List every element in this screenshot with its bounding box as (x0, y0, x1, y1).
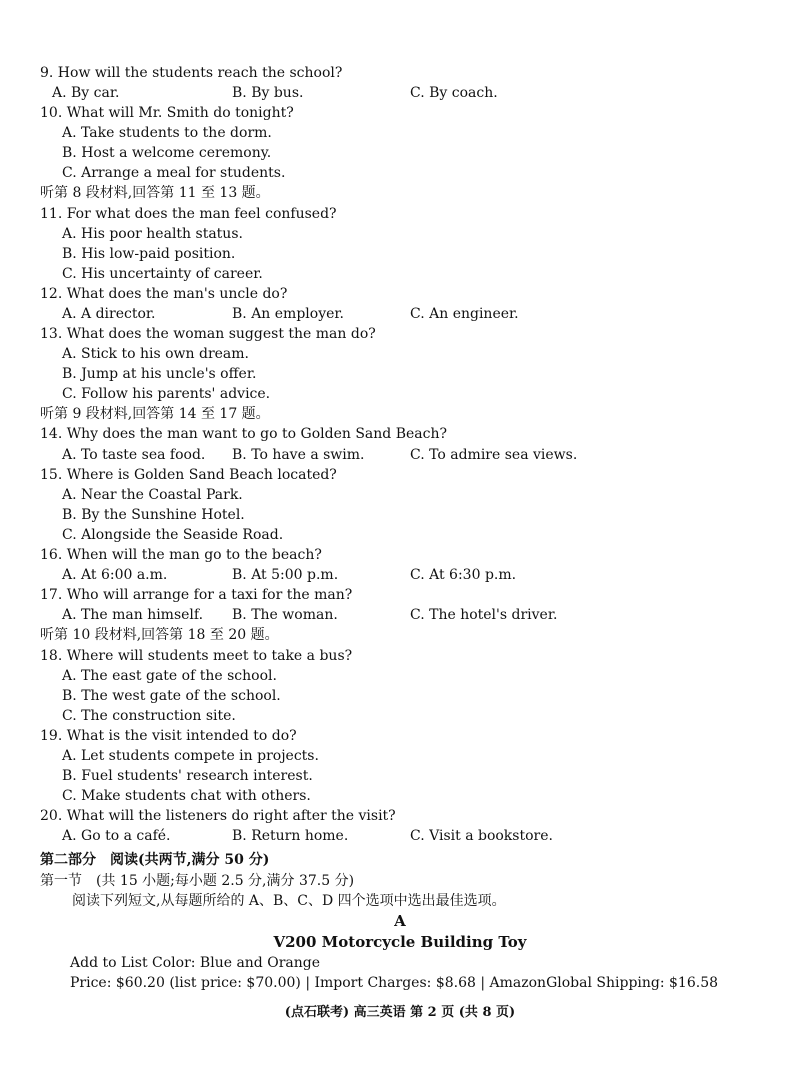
option-a: A. Stick to his own dream. (62, 346, 250, 362)
question-19: 19. What is the visit intended to do? (40, 728, 297, 744)
question-12-options (62, 304, 762, 324)
question-20-options (62, 826, 762, 846)
part-two-heading: 第二部分 阅读(共两节,满分 50 分) (40, 852, 270, 868)
option-b: B. Jump at his uncle's offer. (62, 366, 257, 382)
question-14: 14. Why does the man want to go to Golden Sand Beach? (40, 426, 447, 442)
option-c: C. Follow his parents' advice. (62, 386, 271, 402)
option-b: B. Fuel students' research interest. (62, 768, 313, 784)
option-c: C. The hotel's driver. (410, 607, 558, 623)
question-16: 16. When will the man go to the beach? (40, 547, 322, 563)
question-11: 11. For what does the man feel confused? (40, 206, 337, 222)
option-a: A. Take students to the dorm. (62, 125, 272, 141)
option-a: A. Near the Coastal Park. (62, 487, 243, 503)
option-b: B. At 5:00 p.m. (232, 567, 339, 583)
question-17: 17. Who will arrange for a taxi for the man? (40, 587, 353, 603)
option-b: B. The west gate of the school. (62, 688, 281, 704)
option-b: B. Return home. (232, 828, 349, 844)
option-b: B. By the Sunshine Hotel. (62, 507, 245, 523)
option-c: C. At 6:30 p.m. (410, 567, 517, 583)
question-9: 9. How will the students reach the school? (40, 65, 343, 81)
question-14-options (62, 445, 762, 465)
option-c: C. Make students chat with others. (62, 788, 311, 804)
option-b: B. Host a welcome ceremony. (62, 145, 272, 161)
option-c: C. An engineer. (410, 306, 519, 322)
option-a: A. The east gate of the school. (62, 668, 277, 684)
option-c: C. By coach. (410, 85, 498, 101)
question-10: 10. What will Mr. Smith do tonight? (40, 105, 294, 121)
option-b: B. By bus. (232, 85, 304, 101)
option-b: B. The woman. (232, 607, 338, 623)
option-a: A. At 6:00 a.m. (62, 567, 168, 583)
option-a: A. Let students compete in projects. (62, 748, 319, 764)
option-a: A. A director. (62, 306, 156, 322)
option-c: C. Alongside the Seaside Road. (62, 527, 284, 543)
price-line: Price: $60.20 (list price: $70.00) | Import Charges: $8.68 | AmazonGlobal Shipping: $16.58 (70, 975, 719, 991)
option-a: A. Go to a café. (62, 828, 171, 844)
section-one-heading: 第一节 (共 15 小题;每小题 2.5 分,满分 37.5 分) (40, 873, 355, 889)
question-15: 15. Where is Golden Sand Beach located? (40, 467, 337, 483)
option-b: B. An employer. (232, 306, 344, 322)
option-b: B. His low-paid position. (62, 246, 236, 262)
question-18: 18. Where will students meet to take a bus? (40, 648, 353, 664)
question-17-options (62, 605, 762, 625)
passage-letter: A (394, 912, 406, 930)
question-9-options (52, 83, 752, 103)
option-b: B. To have a swim. (232, 447, 365, 463)
option-a: A. The man himself. (62, 607, 204, 623)
question-12: 12. What does the man's uncle do? (40, 286, 288, 302)
option-a: A. His poor health status. (62, 226, 243, 242)
option-c: C. The construction site. (62, 708, 236, 724)
question-20: 20. What will the listeners do right after the visit? (40, 808, 396, 824)
question-13: 13. What does the woman suggest the man do? (40, 326, 376, 342)
section-8-instruction: 听第 8 段材料,回答第 11 至 13 题。 (40, 185, 270, 201)
reading-instruction: 阅读下列短文,从每题所给的 A、B、C、D 四个选项中选出最佳选项。 (72, 893, 506, 909)
option-a: A. By car. (52, 85, 120, 101)
page-footer: (点石联考) 高三英语 第 2 页 (共 8 页) (284, 1005, 516, 1020)
section-10-instruction: 听第 10 段材料,回答第 18 至 20 题。 (40, 627, 279, 643)
option-c: C. Arrange a meal for students. (62, 165, 286, 181)
option-c: C. To admire sea views. (410, 447, 578, 463)
option-c: C. His uncertainty of career. (62, 266, 263, 282)
question-16-options (62, 565, 762, 585)
section-9-instruction: 听第 9 段材料,回答第 14 至 17 题。 (40, 406, 270, 422)
passage-title: V200 Motorcycle Building Toy (273, 933, 527, 951)
color-line: Add to List Color: Blue and Orange (70, 955, 321, 971)
option-a: A. To taste sea food. (62, 447, 206, 463)
option-c: C. Visit a bookstore. (410, 828, 553, 844)
